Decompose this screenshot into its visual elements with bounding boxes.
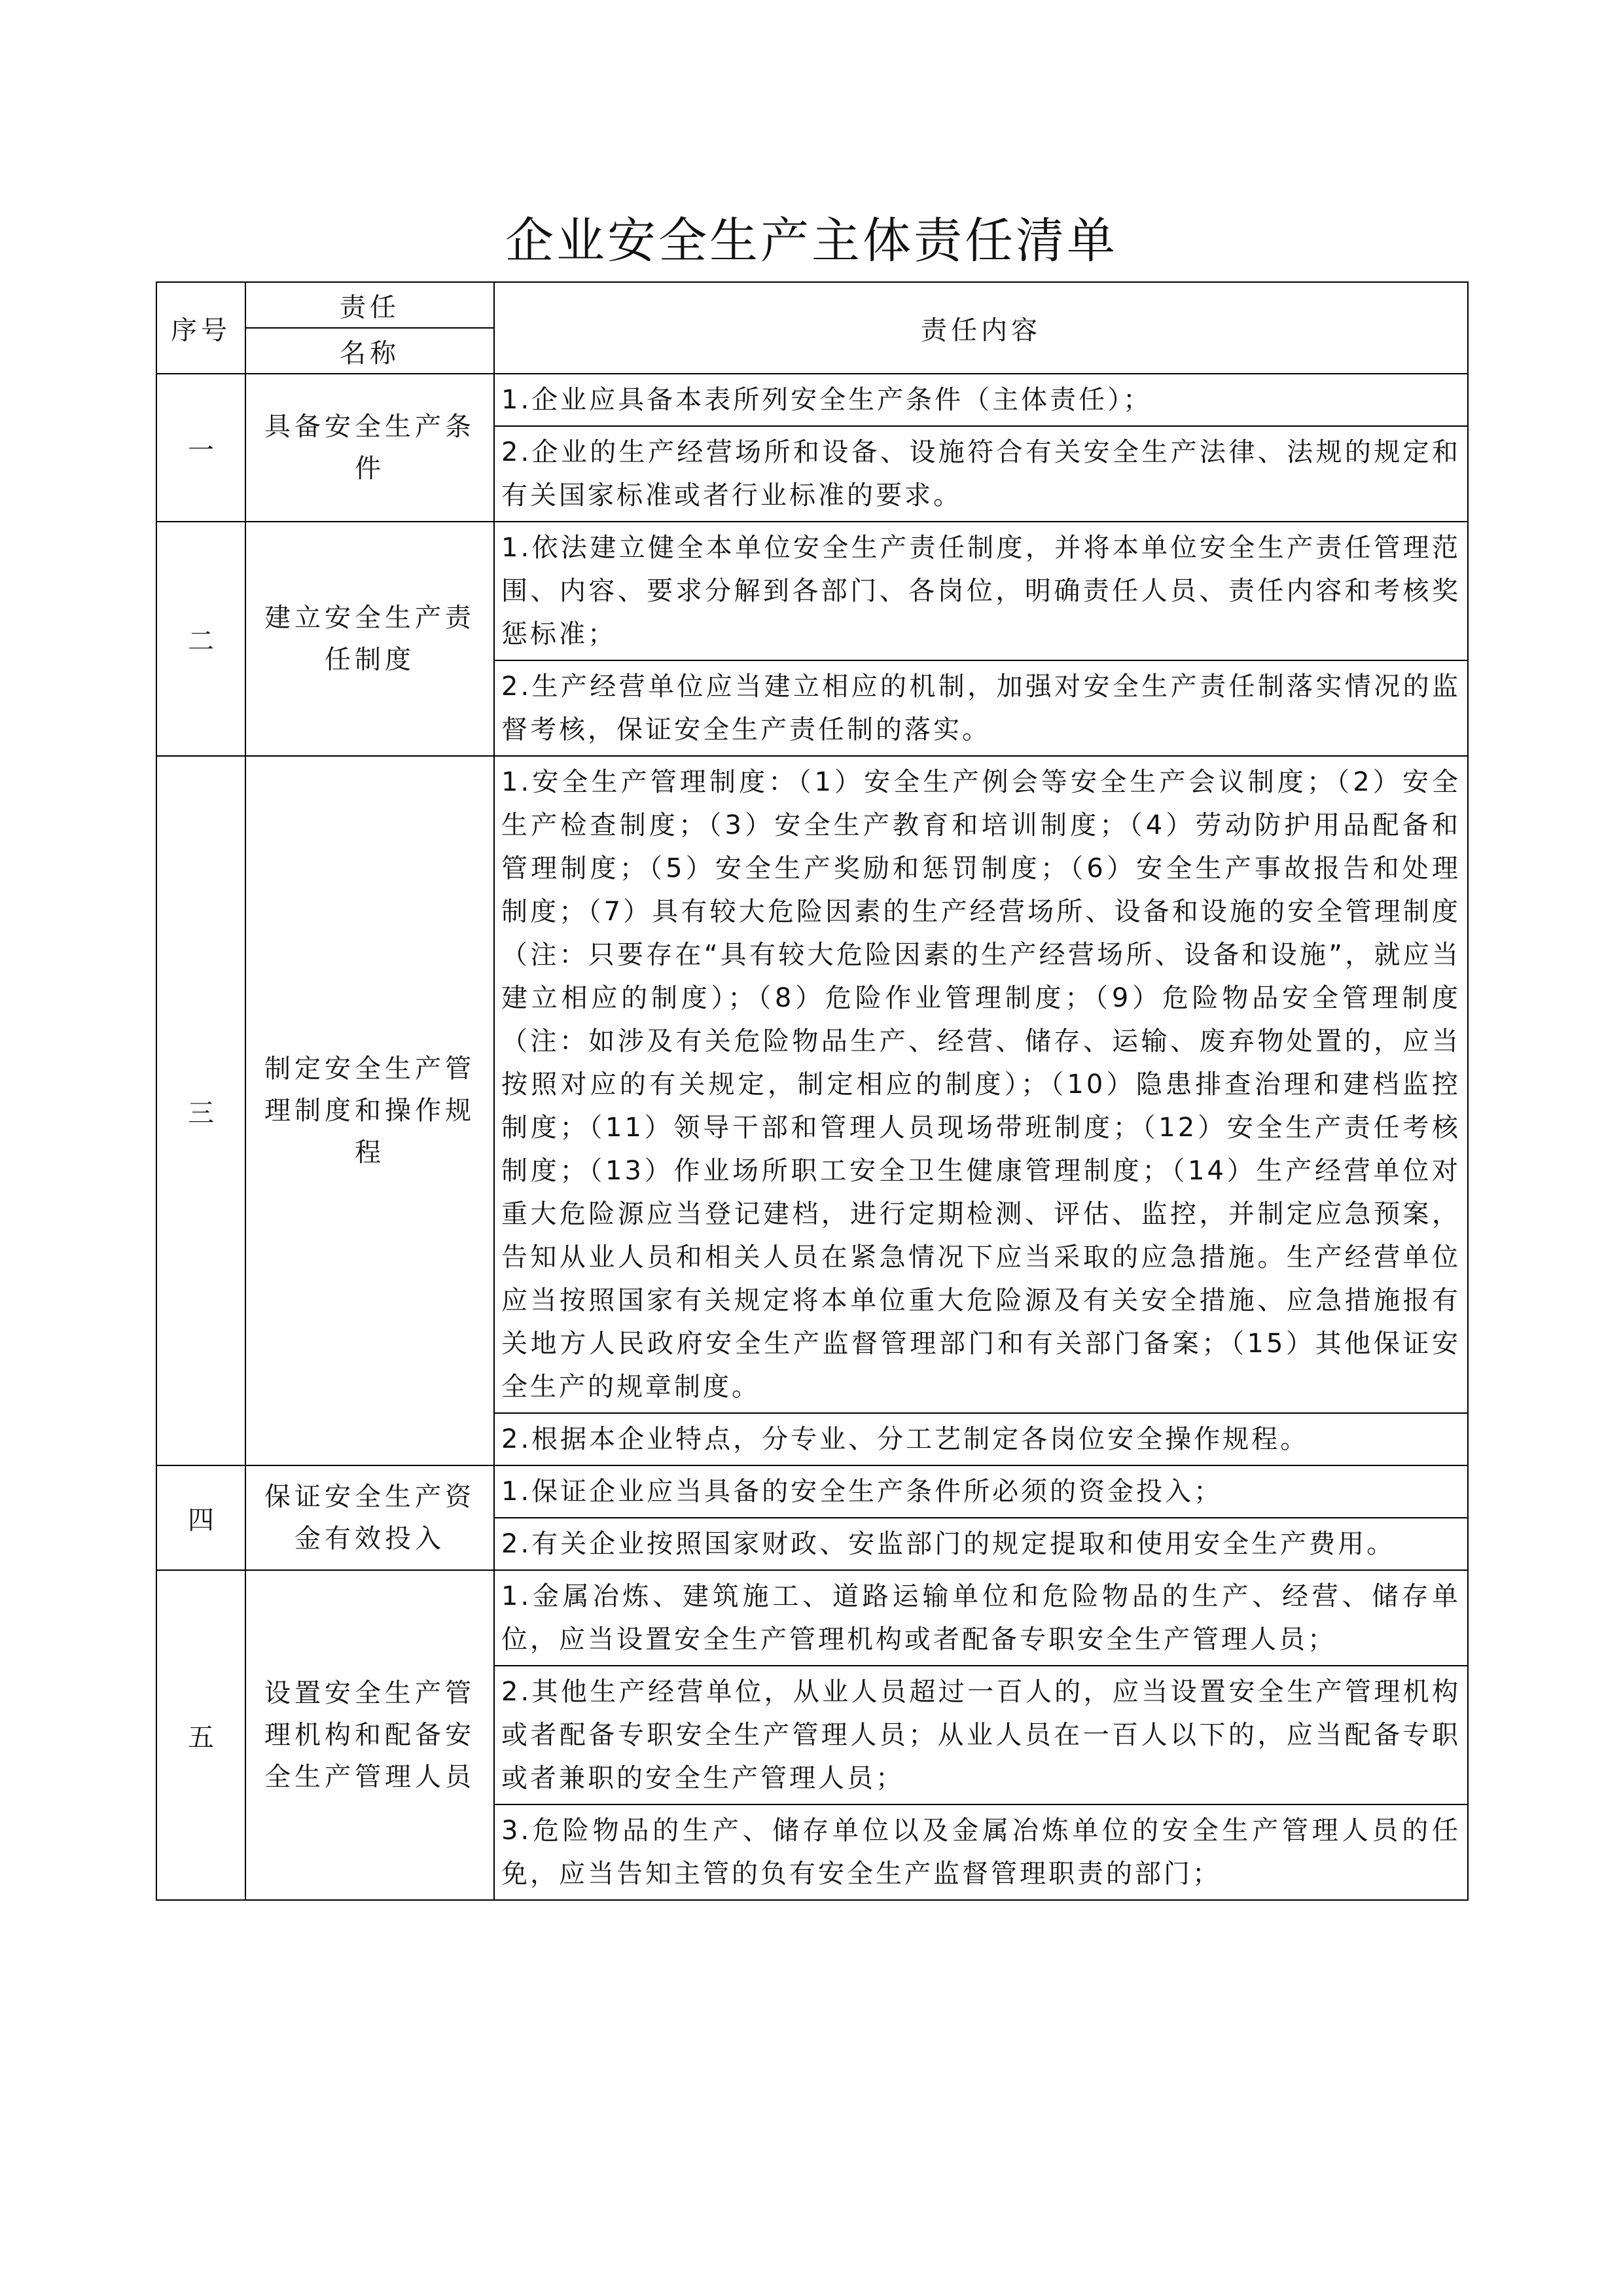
section-item: 2.其他生产经营单位，从业人员超过一百人的，应当设置安全生产管理机构或者配备专职安全生产管理人员；从业人员在一百人以下的，应当配备专职或者兼职的安全生产管理人员； (494, 1666, 1468, 1804)
section-name: 制定安全生产管理制度和操作规程 (245, 756, 494, 1465)
responsibility-table (156, 281, 1469, 1901)
section-item: 1.保证企业应当具备的安全生产条件所必须的资金投入； (494, 1465, 1468, 1518)
section-item: 1.企业应具备本表所列安全生产条件（主体责任）； (494, 374, 1468, 426)
section-index: 三 (156, 756, 245, 1465)
section-index: 一 (156, 374, 245, 522)
section-name: 建立安全生产责任制度 (245, 522, 494, 756)
table-row (156, 374, 1468, 426)
section-item: 2.生产经营单位应当建立相应的机制，加强对安全生产责任制落实情况的监督考核，保证安全生产责任制的落实。 (494, 660, 1468, 756)
header-index: 序号 (156, 282, 245, 374)
table-row (156, 756, 1468, 1413)
section-item: 1.安全生产管理制度：（1）安全生产例会等安全生产会议制度；（2）安全生产检查制度；（3）安全生产教育和培训制度；（4）劳动防护用品配备和管理制度；（5）安全生产奖励和惩罚制度；（6）安全生产事故报告和处理制度；（7）具有较大危险因素的生产经营场所、设备和设施的安全管理制度（注：只要存在“具有较大危险因素的生产经营场所、设备和设施”，就应当建立相应的制度）；（8）危险作业管理制度；（9）危险物品安全管理制度（注：如涉及有关危险物品生产、经营、储存、运输、废弃物处置的，应当按照对应的有关规定，制定相应的制度）；（10）隐患排查治理和建档监控制度；（11）领导干部和管理人员现场带班制度；（12）安全生产责任考核制度；（13）作业场所职工安全卫生健康管理制度；（14）生产经营单位对重大危险源应当登记建档，进行定期检测、评估、监控，并制定应急预案，告知从业人员和相关人员在紧急情况下应当采取的应急措施。生产经营单位应当按照国家有关规定将本单位重大危险源及有关安全措施、应急措施报有关地方人民政府安全生产监督管理部门和有关部门备案；（15）其他保证安全生产的规章制度。 (494, 756, 1468, 1413)
header-content: 责任内容 (494, 282, 1468, 374)
section-index: 四 (156, 1465, 245, 1570)
section-name: 保证安全生产资金有效投入 (245, 1465, 494, 1570)
table-row (156, 522, 1468, 660)
section-item: 1.依法建立健全本单位安全生产责任制度，并将本单位安全生产责任管理范围、内容、要求分解到各部门、各岗位，明确责任人员、责任内容和考核奖惩标准； (494, 522, 1468, 660)
section-name: 具备安全生产条件 (245, 374, 494, 522)
section-item: 2.企业的生产经营场所和设备、设施符合有关安全生产法律、法规的规定和有关国家标准或者行业标准的要求。 (494, 426, 1468, 522)
section-item: 2.有关企业按照国家财政、安监部门的规定提取和使用安全生产费用。 (494, 1518, 1468, 1570)
table-row (156, 1465, 1468, 1518)
header-name-top: 责任 (245, 282, 494, 328)
section-item: 3.危险物品的生产、储存单位以及金属冶炼单位的安全生产管理人员的任免，应当告知主管的负有安全生产监督管理职责的部门； (494, 1804, 1468, 1900)
table-row (156, 1570, 1468, 1666)
section-item: 1.金属冶炼、建筑施工、道路运输单位和危险物品的生产、经营、储存单位，应当设置安全生产管理机构或者配备专职安全生产管理人员； (494, 1570, 1468, 1666)
section-index: 五 (156, 1570, 245, 1900)
table-header-row (156, 282, 1468, 328)
section-index: 二 (156, 522, 245, 756)
section-name: 设置安全生产管理机构和配备安全生产管理人员 (245, 1570, 494, 1900)
section-item: 2.根据本企业特点，分专业、分工艺制定各岗位安全操作规程。 (494, 1413, 1468, 1465)
header-name-bottom: 名称 (245, 328, 494, 374)
document-title: 企业安全生产主体责任清单 (505, 213, 1118, 269)
